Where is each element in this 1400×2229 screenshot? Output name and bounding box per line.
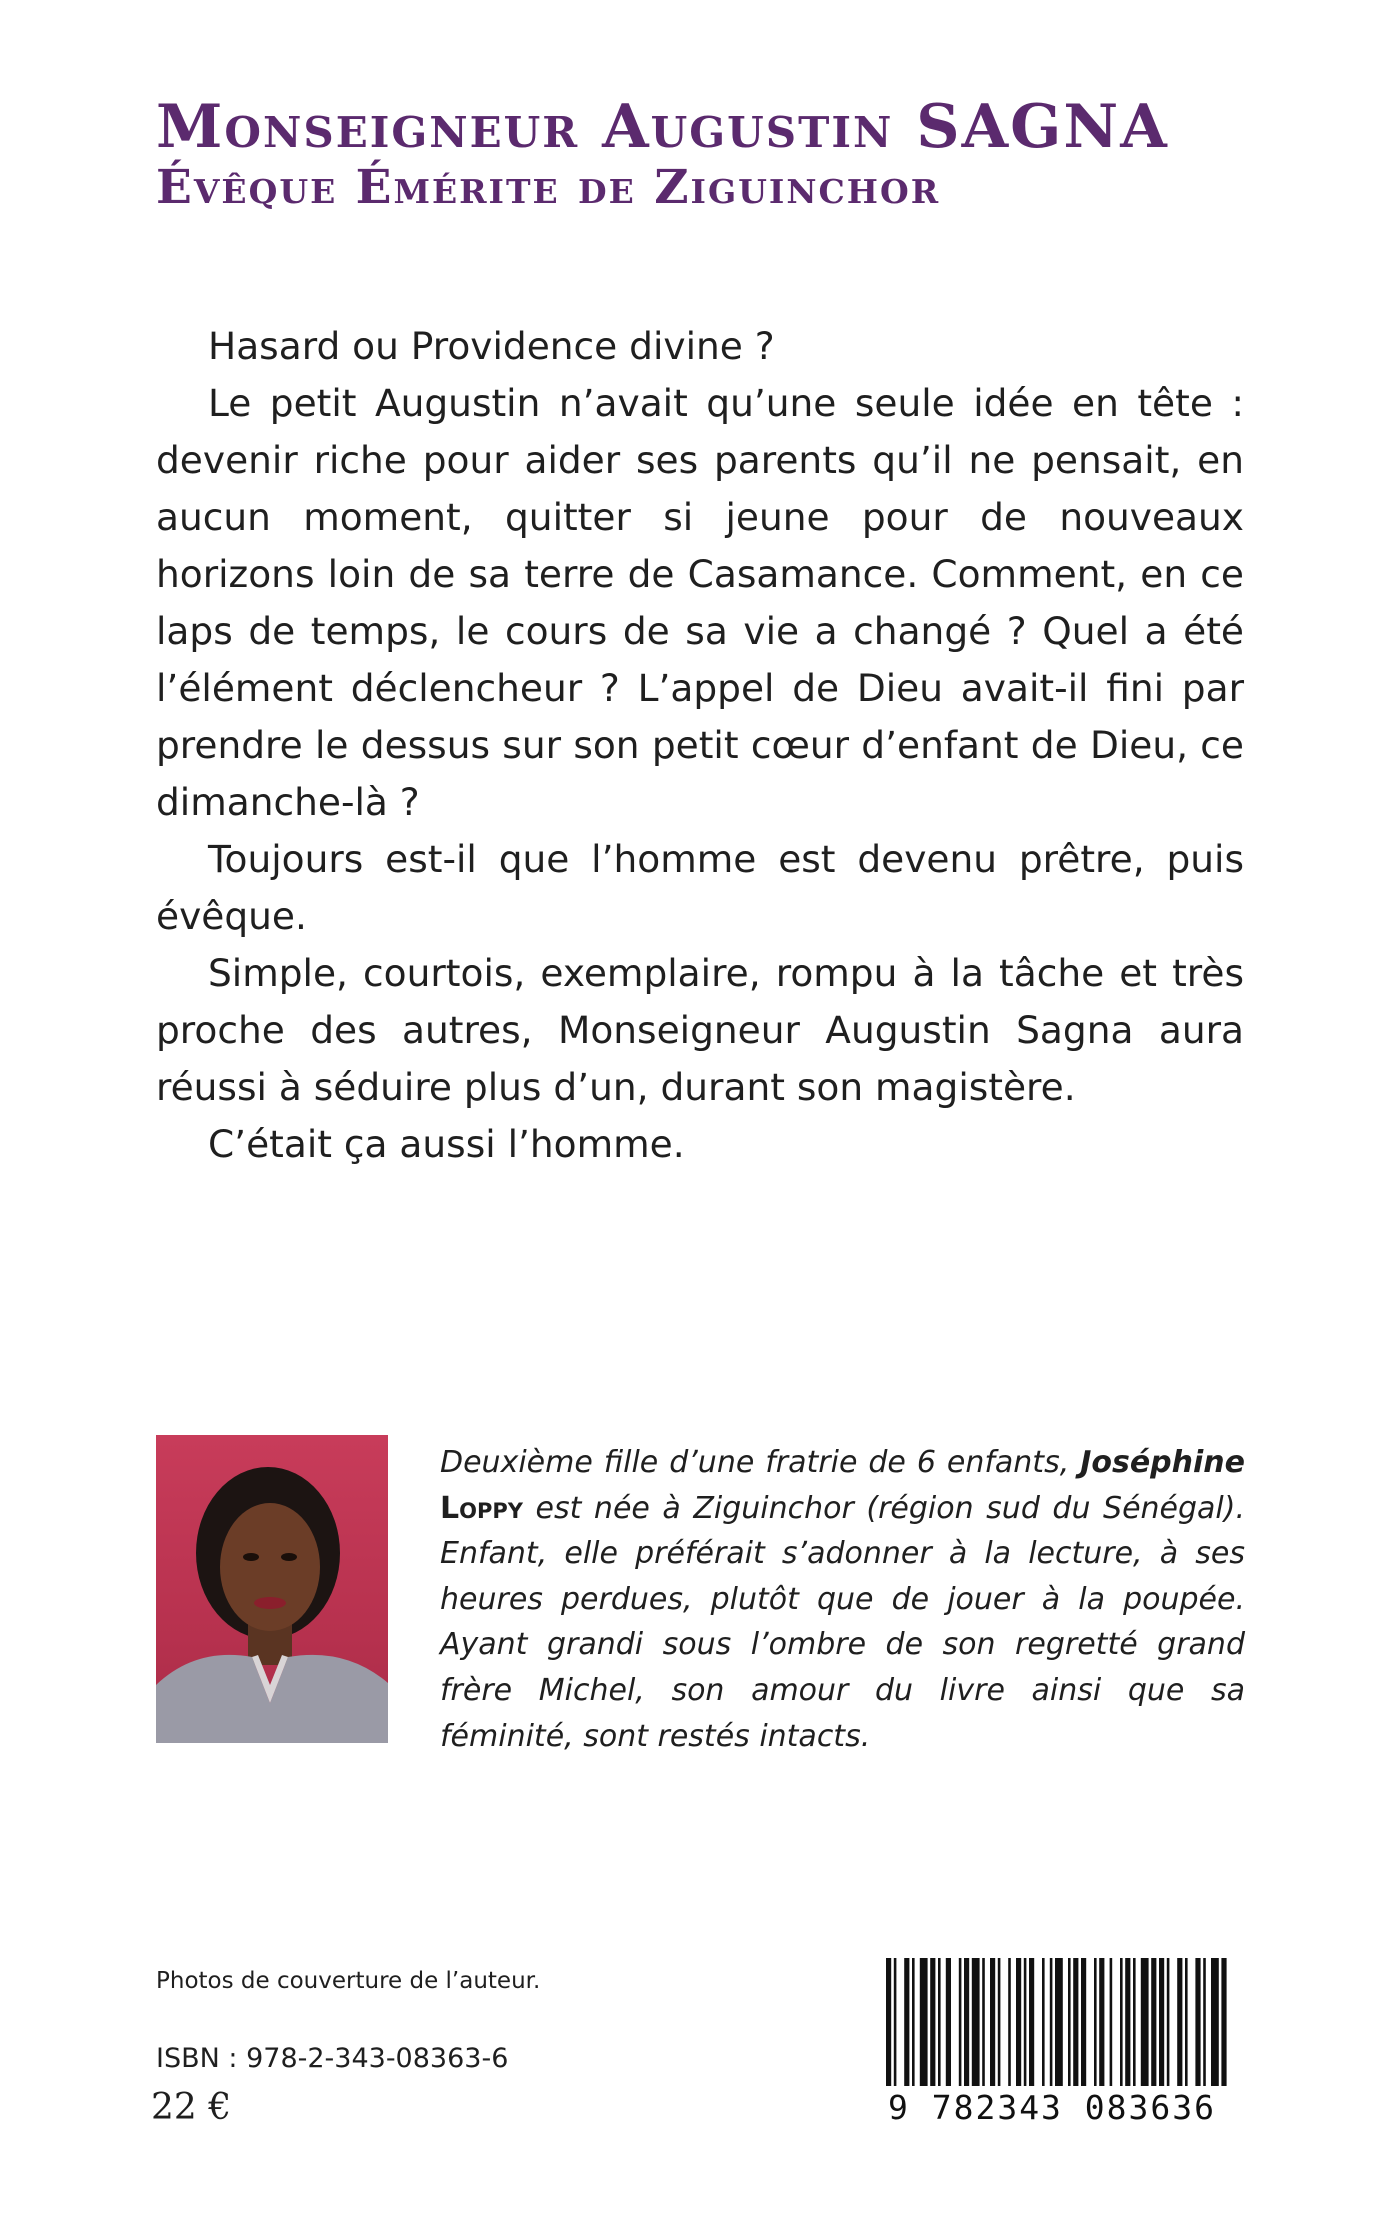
barcode-bar (1177, 1958, 1182, 2086)
blurb-paragraph: C’était ça aussi l’homme. (208, 1122, 685, 1166)
photo-credit: Photos de couverture de l’auteur. (156, 1968, 541, 1994)
barcode-bar (1125, 1958, 1130, 2086)
barcode-bar (1151, 1958, 1156, 2086)
author-photo (156, 1435, 388, 1743)
blurb-paragraph: Hasard ou Providence divine ? (208, 324, 775, 368)
barcode-bar (998, 1958, 1001, 2086)
book-subtitle: Évêque Émérite de Ziguinchor (156, 160, 941, 215)
barcode-bar (1141, 1958, 1149, 2086)
barcode-digits: 9 782343 083636 (887, 2088, 1216, 2127)
barcode-bar (930, 1958, 935, 2086)
barcode-bar (886, 1958, 891, 2086)
barcode-bar (1133, 1958, 1136, 2086)
barcode-bar (1203, 1958, 1206, 2086)
title-block (156, 94, 1306, 216)
barcode-bar (1016, 1958, 1021, 2086)
barcode-bar (938, 1958, 941, 2086)
blurb-paragraph: Toujours est-il que l’homme est devenu prêtre, puis évêque. (156, 837, 1244, 938)
barcode-bar (959, 1958, 962, 2086)
barcode-bar (1099, 1958, 1104, 2086)
author-portrait-illustration (156, 1435, 388, 1743)
bio-rest: est née à Ziguinchor (région sud du Sénégal). Enfant, elle préférait s’adonner à la lecture, à ses heures perdues, plutôt que de jouer à la poupée. Ayant grandi sous l’ombre de son regretté grand frère Michel, son amour du livre ainsi que sa féminité, sont restés intacts. (440, 1490, 1245, 1754)
barcode-bar (1068, 1958, 1071, 2086)
barcode-bar (1050, 1958, 1053, 2086)
barcode-bar (1110, 1958, 1113, 2086)
barcode-bar (894, 1958, 897, 2086)
barcode-bar (912, 1958, 915, 2086)
barcode (862, 1950, 1242, 2130)
barcode-bar (1042, 1958, 1045, 2086)
barcode-bar (990, 1958, 995, 2086)
barcode-bar (1185, 1958, 1188, 2086)
barcode-bar (904, 1958, 909, 2086)
barcode-bar (1094, 1958, 1097, 2086)
bio-intro: Deuxième fille d’une fratrie de 6 enfants, (440, 1445, 1070, 1480)
blurb-paragraph: Simple, courtois, exemplaire, rompu à la tâche et très proche des autres, Monseigneur Augustin Sagna aura réussi à séduire plus d’un, durant son magistère. (156, 951, 1244, 1109)
barcode-bar (920, 1958, 928, 2086)
barcode-bar (982, 1958, 985, 2086)
back-cover-blurb (156, 318, 1244, 1173)
isbn: ISBN : 978-2-343-08363-6 (156, 2043, 509, 2074)
blurb-paragraph: Le petit Augustin n’avait qu’une seule idée en tête : devenir riche pour aider ses parents qu’il ne pensait, en aucun moment, quitter si jeune pour de nouveaux horizons loin de sa terre de Casamance. Comment, en ce laps de temps, le cours de sa vie a changé ? Quel a été l’élément déclencheur ? L’appel de Dieu avait-il fini par prendre le dessus sur son petit cœur d’enfant de Dieu, ce dimanche-là ? (156, 381, 1244, 824)
barcode-bar (1159, 1958, 1164, 2086)
barcode-bar (964, 1958, 969, 2086)
barcode-bar (1195, 1958, 1200, 2086)
barcode-bar (1211, 1958, 1219, 2086)
barcode-bar (972, 1958, 980, 2086)
author-bio (440, 1440, 1245, 1759)
barcode-bar (1008, 1958, 1011, 2086)
barcode-bar (1167, 1958, 1170, 2086)
barcode-bar (1024, 1958, 1027, 2086)
barcode-bar (1120, 1958, 1123, 2086)
barcode-bar (1081, 1958, 1086, 2086)
barcode-bar (1073, 1958, 1078, 2086)
author-first-name: Joséphine (1080, 1445, 1245, 1480)
book-title: Monseigneur Augustin SAGNA (156, 92, 1169, 162)
price: 22 € (151, 2087, 232, 2128)
barcode-bar (1055, 1958, 1063, 2086)
barcode-bar (1029, 1958, 1034, 2086)
author-last-name: Loppy (440, 1490, 523, 1526)
barcode-bar (1221, 1958, 1226, 2086)
barcode-bar (946, 1958, 951, 2086)
